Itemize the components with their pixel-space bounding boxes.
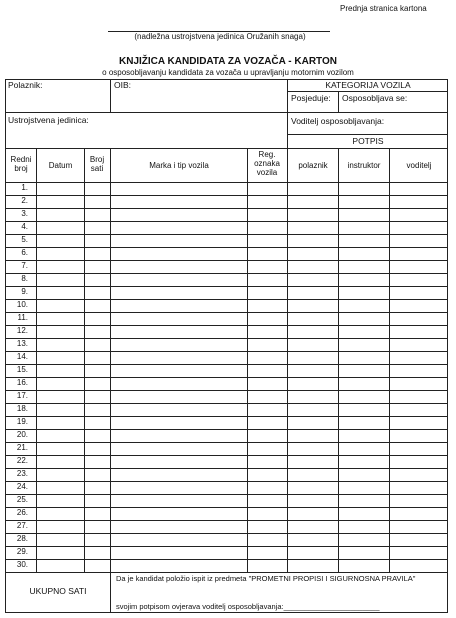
divider	[5, 572, 448, 573]
row-divider	[5, 390, 448, 391]
row-number: 23.	[16, 469, 28, 478]
row-divider	[5, 559, 448, 560]
divider	[5, 148, 448, 149]
row-number: 22.	[16, 456, 28, 465]
document-title: KNJIŽICA KANDIDATA ZA VOZAČA - KARTON	[119, 56, 337, 67]
divider	[110, 148, 111, 572]
row-divider	[5, 364, 448, 365]
row-divider	[5, 234, 448, 235]
row-number: 5.	[21, 235, 28, 244]
row-divider	[5, 286, 448, 287]
row-divider	[5, 377, 448, 378]
row-divider	[5, 351, 448, 352]
row-number: 21.	[16, 443, 28, 452]
row-number: 16.	[16, 378, 28, 387]
osposobljava-label: Osposobljava se:	[342, 93, 408, 103]
row-divider	[5, 520, 448, 521]
row-divider	[5, 429, 448, 430]
divider	[84, 148, 85, 572]
posjeduje-label: Posjeduje:	[291, 93, 331, 103]
row-number: 30.	[16, 560, 28, 569]
divider	[5, 112, 448, 113]
row-number: 13.	[16, 339, 28, 348]
row-divider	[5, 221, 448, 222]
col-polaznik: polaznik	[298, 161, 328, 170]
divider	[338, 148, 339, 572]
row-divider	[5, 247, 448, 248]
row-number: 26.	[16, 508, 28, 517]
divider	[287, 91, 448, 92]
divider	[287, 134, 448, 135]
row-number: 4.	[21, 222, 28, 231]
document-subtitle: o osposobljavanju kandidata za vozača u upravljanju motornim vozilom	[102, 68, 354, 77]
divider	[389, 148, 390, 572]
row-divider	[5, 208, 448, 209]
col-reg-oznaka: Reg. oznaka vozila	[254, 150, 280, 177]
row-divider	[5, 260, 448, 261]
row-number: 9.	[21, 287, 28, 296]
ukupno-sati-label: UKUPNO SATI	[29, 586, 87, 596]
row-number: 7.	[21, 261, 28, 270]
row-number: 24.	[16, 482, 28, 491]
kategorija-label: KATEGORIJA VOZILA	[325, 80, 411, 90]
row-number: 28.	[16, 534, 28, 543]
row-divider	[5, 195, 448, 196]
divider	[5, 182, 448, 183]
row-divider	[5, 416, 448, 417]
potpis-label: POTPIS	[352, 136, 384, 146]
row-number: 2.	[21, 196, 28, 205]
row-divider	[5, 442, 448, 443]
col-broj-sati: Broj sati	[89, 155, 105, 173]
divider	[338, 91, 339, 112]
row-number: 6.	[21, 248, 28, 257]
divider	[247, 148, 248, 572]
row-number: 17.	[16, 391, 28, 400]
col-voditelj: voditelj	[406, 161, 432, 170]
row-number: 11.	[17, 313, 28, 322]
row-number: 18.	[16, 404, 28, 413]
voditelj-label: Voditelj osposobljavanja:	[291, 116, 385, 126]
row-divider	[5, 468, 448, 469]
row-number: 27.	[16, 521, 28, 530]
row-divider	[5, 507, 448, 508]
row-number: 19.	[16, 417, 28, 426]
row-number: 25.	[16, 495, 28, 504]
divider	[36, 148, 37, 572]
row-divider	[5, 455, 448, 456]
oib-label: OIB:	[114, 80, 132, 90]
row-divider	[5, 299, 448, 300]
row-divider	[5, 325, 448, 326]
row-divider	[5, 312, 448, 313]
statement-line-1: Da je kandidat položio ispit iz predmeta "PROMETNI PROPISI I SIGURNOSNA PRAVILA"	[116, 574, 416, 583]
row-divider	[5, 546, 448, 547]
row-number: 20.	[16, 430, 28, 439]
row-divider	[5, 494, 448, 495]
row-number: 1.	[21, 183, 28, 192]
divider	[110, 572, 111, 613]
divider	[287, 148, 288, 572]
row-number: 14.	[16, 352, 28, 361]
row-number: 8.	[21, 274, 28, 283]
row-divider	[5, 338, 448, 339]
page-side-label: Prednja stranica kartona	[340, 4, 427, 13]
row-number: 15.	[16, 365, 28, 374]
divider	[110, 79, 111, 112]
polaznik-label: Polaznik:	[8, 80, 43, 90]
unit-caption: (nadležna ustrojstvena jedinica Oružanih snaga)	[134, 32, 306, 41]
row-number: 12.	[16, 326, 28, 335]
row-divider	[5, 481, 448, 482]
row-number: 10.	[16, 300, 28, 309]
row-divider	[5, 273, 448, 274]
row-number: 29.	[16, 547, 28, 556]
row-number: 3.	[21, 209, 28, 218]
col-instruktor: instruktor	[347, 161, 381, 170]
col-datum: Datum	[48, 161, 73, 170]
col-redni-broj: Redni broj	[10, 155, 32, 173]
ustrojstvena-label: Ustrojstvena jedinica:	[8, 115, 89, 125]
row-divider	[5, 403, 448, 404]
col-marka: Marka i tip vozila	[149, 161, 209, 170]
row-divider	[5, 533, 448, 534]
statement-line-2: svojim potpisom ovjerava voditelj osposobljavanja:_______________________	[116, 602, 380, 611]
